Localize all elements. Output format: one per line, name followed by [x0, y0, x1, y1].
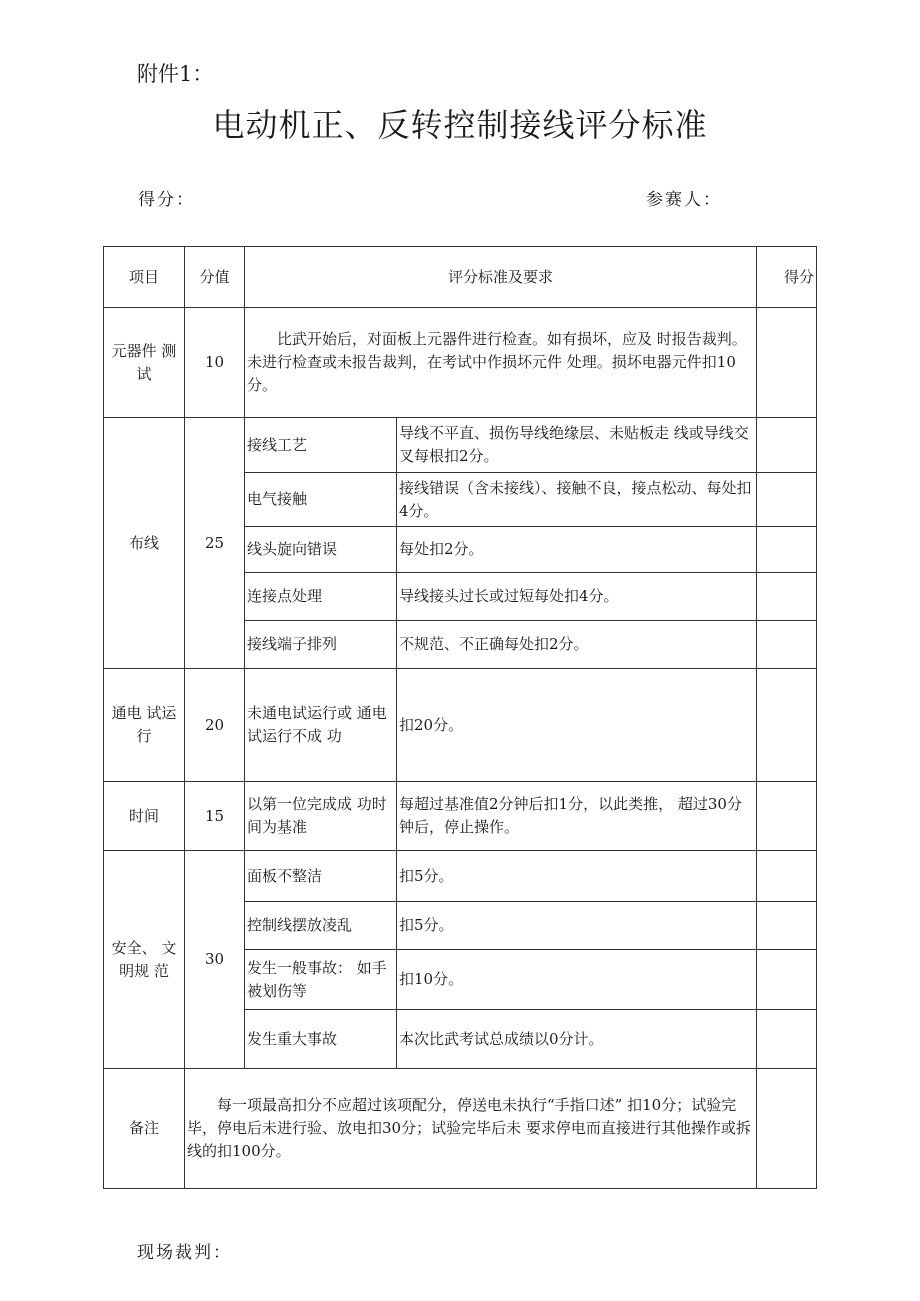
table-row	[104, 669, 817, 782]
score-cell	[757, 1010, 817, 1069]
safety-sub-item: 发生一般事故： 如手被划伤等	[245, 950, 397, 1010]
wiring-sub-item: 电气接触	[245, 473, 397, 527]
safety-desc: 扣5分。	[397, 902, 757, 950]
table-header-row	[104, 247, 817, 308]
table-row	[104, 418, 817, 473]
safety-desc: 扣10分。	[397, 950, 757, 1010]
score-cell	[757, 473, 817, 527]
points-power-test: 20	[185, 669, 245, 782]
safety-desc: 本次比武考试总成绩以0分计。	[397, 1010, 757, 1069]
item-safety: 安全、 文明规 范	[104, 851, 185, 1069]
criteria-component-test: 比武开始后，对面板上元器件进行检查。如有损坏，应及 时报告裁判。未进行检查或未报告裁判，在考试中作损坏元件 处理。损坏电器元件扣10分。	[245, 308, 757, 418]
remarks-text: 每一项最高扣分不应超过该项配分，停送电未执行“手指口述” 扣10分；试验完毕，停电后未进行验、放电扣30分；试验完毕后未 要求停电而直接进行其他操作或拆线的扣100分。	[185, 1069, 757, 1189]
page-title: 电动机正、反转控制接线评分标准	[212, 106, 708, 144]
score-cell	[757, 621, 817, 669]
score-label: 得分：	[138, 190, 195, 210]
wiring-desc: 接线错误（含未接线）、接触不良，接点松动、每处扣4分。	[397, 473, 757, 527]
header-score: 得分	[757, 247, 817, 308]
judge-label: 现场裁判：	[137, 1243, 232, 1263]
wiring-sub-item: 线头旋向错误	[245, 527, 397, 573]
time-sub-item: 以第一位完成成 功时间为基准	[245, 782, 397, 851]
score-cell	[757, 308, 817, 418]
wiring-sub-item: 接线端子排列	[245, 621, 397, 669]
score-cell	[757, 669, 817, 782]
time-desc: 每超过基准值2分钟后扣1分，以此类推， 超过30分钟后，停止操作。	[397, 782, 757, 851]
safety-sub-item: 面板不整洁	[245, 851, 397, 902]
table-row	[104, 1069, 817, 1189]
points-time: 15	[185, 782, 245, 851]
power-test-desc: 扣20分。	[397, 669, 757, 782]
table-row	[104, 782, 817, 851]
table-row	[104, 851, 817, 902]
points-safety: 30	[185, 851, 245, 1069]
score-cell	[757, 950, 817, 1010]
power-test-sub-item: 未通电试运行或 通电试运行不成 功	[245, 669, 397, 782]
score-cell	[757, 782, 817, 851]
safety-desc: 扣5分。	[397, 851, 757, 902]
wiring-desc: 每处扣2分。	[397, 527, 757, 573]
header-points: 分值	[185, 247, 245, 308]
item-remarks: 备注	[104, 1069, 185, 1189]
wiring-desc: 导线不平直、损伤导线绝缘层、未贴板走 线或导线交叉每根扣2分。	[397, 418, 757, 473]
score-cell	[757, 902, 817, 950]
score-cell	[757, 418, 817, 473]
item-time: 时间	[104, 782, 185, 851]
item-wiring: 布线	[104, 418, 185, 669]
wiring-desc: 导线接头过长或过短每处扣4分。	[397, 573, 757, 621]
header-criteria: 评分标准及要求	[245, 247, 757, 308]
header-item: 项目	[104, 247, 185, 308]
score-cell	[757, 527, 817, 573]
wiring-desc: 不规范、不正确每处扣2分。	[397, 621, 757, 669]
item-component-test: 元器件 测试	[104, 308, 185, 418]
attachment-label: 附件1：	[137, 62, 214, 86]
table-row	[104, 308, 817, 418]
points-component-test: 10	[185, 308, 245, 418]
score-cell	[757, 1069, 817, 1189]
item-power-test: 通电 试运行	[104, 669, 185, 782]
contestant-label: 参赛人：	[646, 190, 722, 210]
scoring-table	[103, 246, 817, 1189]
points-wiring: 25	[185, 418, 245, 669]
safety-sub-item: 控制线摆放凌乱	[245, 902, 397, 950]
wiring-sub-item: 连接点处理	[245, 573, 397, 621]
wiring-sub-item: 接线工艺	[245, 418, 397, 473]
safety-sub-item: 发生重大事故	[245, 1010, 397, 1069]
score-cell	[757, 851, 817, 902]
score-cell	[757, 573, 817, 621]
